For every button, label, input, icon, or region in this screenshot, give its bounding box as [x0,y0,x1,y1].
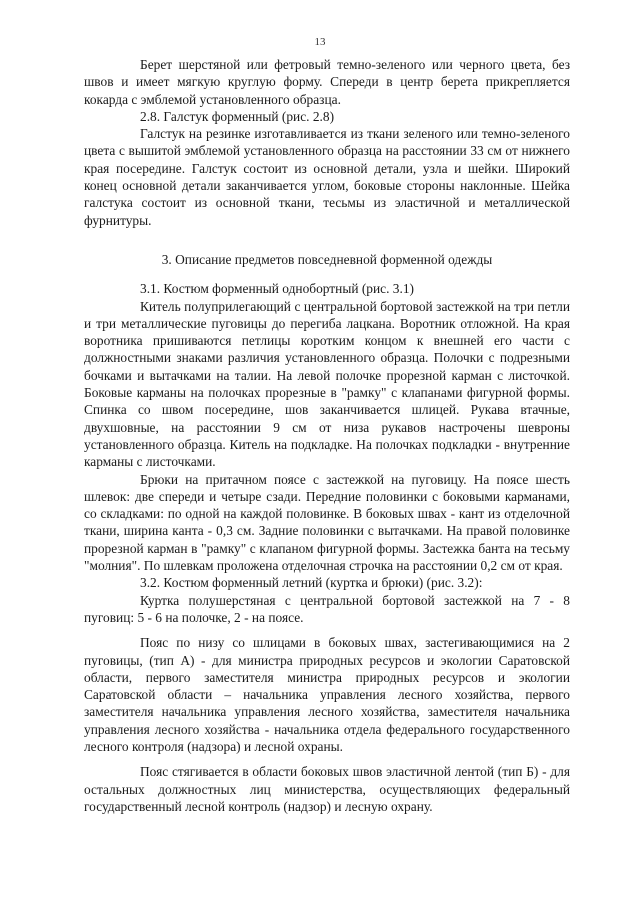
paragraph-belt-type-b: Пояс стягивается в области боковых швов эластичной лентой (тип Б) - для остальных должностных лиц министерства, осуществляющих федеральный государственный лесной контроль (надзор) и лесную охрану. [84,764,570,814]
paragraph-jacket: Китель полуприлегающий с центральной бортовой застежкой на три петли и три металлические пуговицы до перегиба лацкана. Воротник отложной. На края воротника пришиваются петлицы коротким концом к внешней его части с должностными знаками различия установленного образца. Полочки с подрезными бочками и вытачками на талии. На левой полочке прорезной карман с листочкой. Боковые карманы на полочках прорезные в "рамку" с клапанами фигурной формы. Спинка со швом посередине, шов заканчивается шлицей. Рукава втачные, двухшовные, на расстоянии 9 см от низа рукавов настрочены шевроны установленного образца. Китель на подкладке. На полочках подкладки - внутренние карманы с листочками. [84,298,570,470]
paragraph-belt-type-a: Пояс по низу со шлицами в боковых швах, застегивающимися на 2 пуговицы, (тип А) - для министра природных ресурсов и экологии Саратовской области, первого заместителя министра природных ресурсов и экологии Саратовской области – начальника управления лесного хозяйства, первого заместителя начальника управления лесного хозяйства, заместителя начальника управления лесного хозяйства - начальника отдела федерального государственного лесного контроля (надзора) и лесной охраны. [84,635,570,754]
paragraph-trousers: Брюки на притачном поясе с застежкой на пуговицу. На поясе шесть шлевок: две спереди и четыре сзади. Передние половинки с боковыми карманами, со складками: по одной на каждой половинке. В боковых швах - кант из отделочной ткани, ширина канта - 0,3 см. Задние половинки с вытачками. На правой половинке прорезной карман в "рамку" с клапаном фигурной формы. Застежка банта на тесьму "молния". По шлевкам проложена отделочная строчка на расстоянии 0,2 см от края. [84,471,570,574]
heading-2-8-tie: 2.8. Галстук форменный (рис. 2.8) [140,108,335,124]
paragraph-beret: Берет шерстяной или фетровый темно-зеленого или черного цвета, без швов и имеет мягкую круглую форму. Спереди в центр берета прикрепляется кокарда с эмблемой установленного образца. [84,57,570,107]
heading-3-2-summer-suit: 3.2. Костюм форменный летний (куртка и брюки) (рис. 3.2): [140,575,483,591]
document-body [84,56,570,815]
paragraph-summer-jacket: Куртка полушерстяная с центральной бортовой застежкой на 7 - 8 пуговиц: 5 - 6 на полочке, 2 - на поясе. [84,592,570,625]
heading-3-1-suit: 3.1. Костюм форменный однобортный (рис. 3.1) [140,281,414,297]
section-heading-3: 3. Описание предметов повседневной форменной одежды [161,251,493,267]
paragraph-tie: Галстук на резинке изготавливается из ткани зеленого или темно-зеленого цвета с вышитой эмблемой установленного образца на расстоянии 33 см от нижнего края посередине. Галстук состоит из основной детали, узла и шейки. Широкий конец основной детали заканчивается углом, боковые стороны наклонные. Шейка галстука состоит из основной ткани, тесьмы из эластичной и металлической фурнитуры. [84,126,570,228]
page-number: 13 [314,36,326,48]
